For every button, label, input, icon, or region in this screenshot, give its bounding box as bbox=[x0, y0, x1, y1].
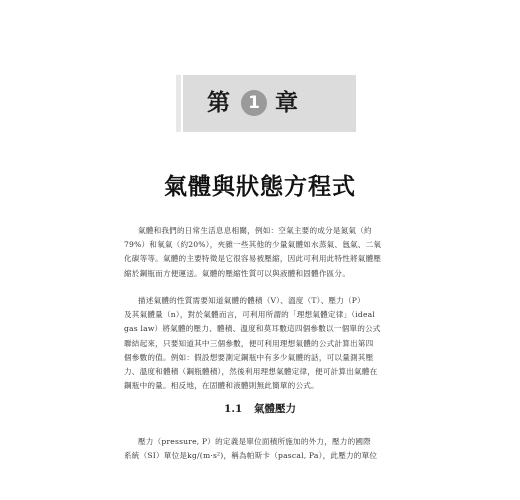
chapter-banner-edge bbox=[176, 75, 181, 132]
section-heading bbox=[0, 401, 520, 416]
paragraph-line: 壓力（pressure, P）的定義是單位面積所施加的外力，壓力的國際 bbox=[138, 437, 371, 446]
paragraph-line: 聯結起來，只要知道其中三個參數，便可利用理想氣體的公式計算出第四 bbox=[124, 338, 374, 348]
paragraph-pressure bbox=[124, 435, 414, 463]
chapter-prefix: 第 bbox=[207, 90, 230, 116]
paragraph-line: 個參數的值。例如：假設想要測定鋼瓶中有多少氣體的話，可以量測其壓 bbox=[124, 352, 374, 362]
paragraph-line: 79%）和氧氣（約20%），夾雜一些其他的少量氣體如水蒸氣、氬氣、二氧 bbox=[124, 240, 382, 250]
paragraph-line: 力、溫度和體積（鋼瓶體積），然後利用理想氣體定律，便可計算出氣體在 bbox=[124, 367, 378, 377]
paragraph-intro bbox=[124, 224, 414, 281]
paragraph-line: gas law）將氣體的壓力、體積、溫度和莫耳數這四個參數以一個單的公式 bbox=[124, 324, 381, 334]
paragraph-line: 化碳等等。氣體的主要特徵是它很容易被壓縮，因此可利用此特性將氣體壓 bbox=[124, 254, 382, 264]
paragraph-line: 及其氣體量（n），對於氣體而言，可利用所謂的「理想氣體定律」（ideal bbox=[124, 310, 376, 320]
chapter-suffix: 章 bbox=[275, 90, 298, 116]
paragraph-line: 描述氣體的性質需要知道氣體的體積（V）、溫度（T）、壓力（P） bbox=[138, 296, 365, 305]
paragraph-ideal-gas bbox=[124, 294, 414, 393]
paragraph-line: 氣體和我們的日常生活息息相關，例如：空氣主要的成分是氮氣（約 bbox=[138, 226, 372, 235]
paragraph-line: 鋼瓶中的量。相反地，在固體和液體則無此簡單的公式。 bbox=[124, 381, 319, 391]
chapter-number-badge: 1 bbox=[241, 90, 267, 116]
paragraph-line: 縮於鋼瓶而方便運送。氣體的壓縮性質可以與液體和固體作區分。 bbox=[124, 268, 351, 278]
section-title: 氣體壓力 bbox=[253, 403, 296, 415]
section-number: 1.1 bbox=[224, 403, 243, 415]
chapter-title: 氣體與狀態方程式 bbox=[164, 174, 356, 200]
paragraph-line: 系統（SI）單位是kg/(m·s²)，稱為帕斯卡（pascal, Pa），此壓力的單位 bbox=[124, 451, 378, 461]
